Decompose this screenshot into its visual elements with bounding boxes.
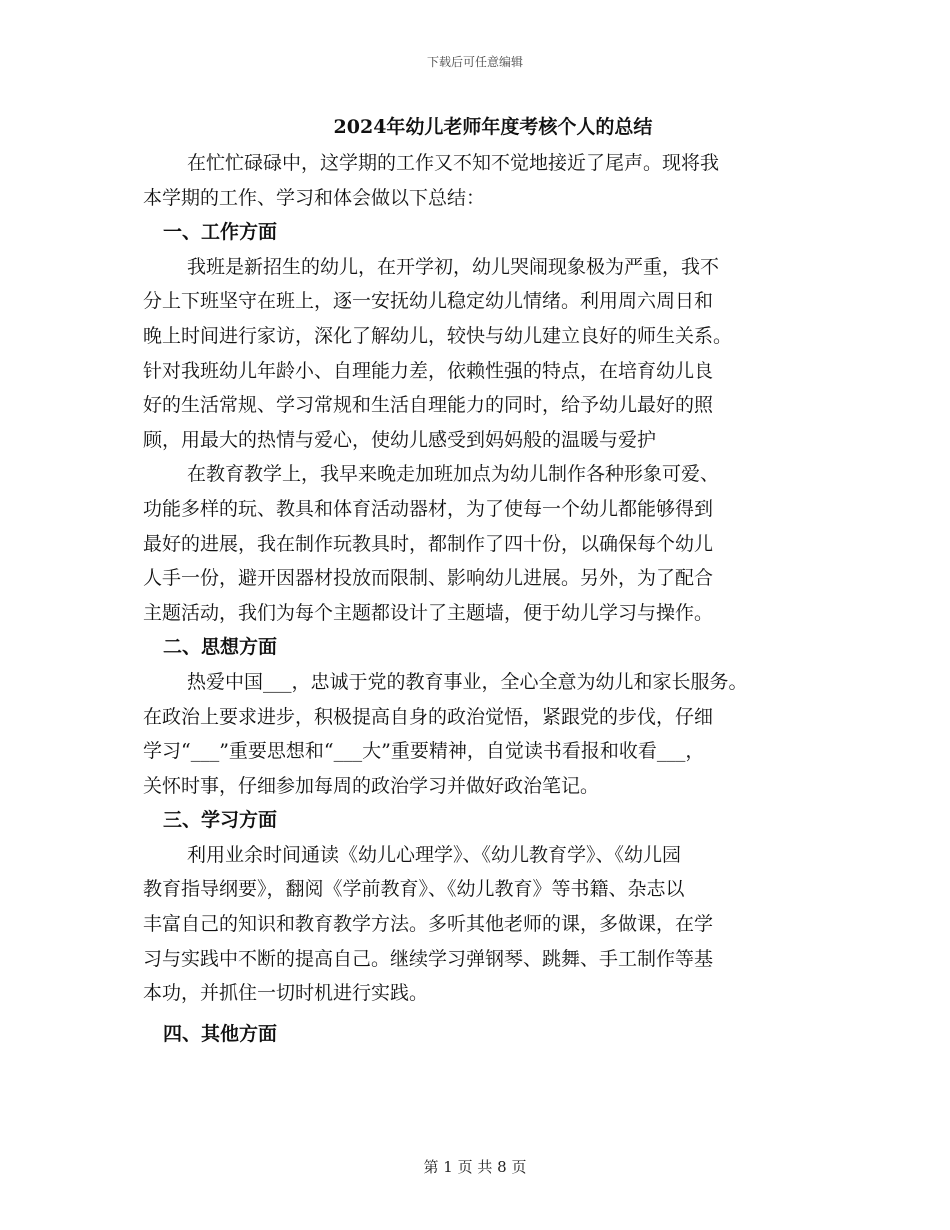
text-line: 好的生活常规、学习常规和生活自理能力的同时，给予幼儿最好的照 [143, 394, 714, 417]
text-line: 学习“___”重要思想和“___大”重要精神，自觉读书看报和收看___， [143, 740, 705, 763]
text-line: 晚上时间进行家访，深化了解幼儿，较快与幼儿建立良好的师生关系。 [143, 324, 733, 347]
section-heading-thought: 二、思想方面 [163, 636, 278, 659]
text-line: 我班是新招生的幼儿，在开学初，幼儿哭闹现象极为严重，我不 [187, 255, 720, 278]
page-number-footer: 第 1 页 共 8 页 [423, 1158, 527, 1176]
text-line: 本功，并抓住一切时机进行实践。 [143, 982, 429, 1005]
document-title: 2024年幼儿老师年度考核个人的总结 [333, 116, 653, 138]
thought-paragraph [143, 665, 823, 803]
text-line: 主题活动，我们为每个主题都设计了主题墙，便于幼儿学习与操作。 [143, 601, 714, 624]
text-line: 功能多样的玩、教具和体育活动器材，为了使每一个幼儿都能够得到 [143, 497, 714, 520]
text-line: 教育指导纲要》，翻阅《学前教育》、《幼儿教育》等书籍、杂志以 [143, 878, 685, 901]
text-line: 丰富自己的知识和教育教学方法。多听其他老师的课，多做课，在学 [143, 913, 714, 936]
section-heading-study: 三、学习方面 [163, 809, 278, 832]
work-paragraph-2 [143, 457, 823, 630]
study-paragraph [143, 838, 823, 1011]
intro-paragraph [143, 146, 823, 215]
text-line: 热爱中国___，忠诚于党的教育事业，全心全意为幼儿和家长服务。 [187, 670, 748, 693]
text-line: 人手一份，避开因器材投放而限制、影响幼儿进展。另外，为了配合 [143, 567, 714, 590]
text-line: 顾，用最大的热情与爱心，使幼儿感受到妈妈般的温暖与爱护 [143, 428, 657, 451]
header-note: 下载后可任意编辑 [426, 55, 523, 69]
text-line: 最好的进展，我在制作玩教具时，都制作了四十份，以确保每个幼儿 [143, 532, 714, 555]
text-line: 针对我班幼儿年龄小、自理能力差，依赖性强的特点，在培育幼儿良 [143, 359, 714, 382]
text-line: 利用业余时间通读《幼儿心理学》、《幼儿教育学》、《幼儿园 [187, 843, 682, 866]
text-line: 在政治上要求进步，积极提高自身的政治觉悟，紧跟党的步伐，仔细 [143, 705, 714, 728]
section-heading-other: 四、其他方面 [163, 1022, 278, 1045]
text-line: 在忙忙碌碌中，这学期的工作又不知不觉地接近了尾声。现将我 [187, 152, 720, 174]
text-line: 习与实践中不断的提高自己。继续学习弹钢琴、跳舞、手工制作等基 [143, 947, 714, 970]
text-line: 在教育教学上，我早来晚走加班加点为幼儿制作各种形象可爱、 [187, 463, 720, 486]
document-body [143, 108, 823, 1051]
text-line: 关怀时事，仔细参加每周的政治学习并做好政治笔记。 [143, 774, 600, 797]
text-line: 本学期的工作、学习和体会做以下总结： [143, 186, 486, 209]
work-paragraph-1 [143, 250, 823, 458]
section-heading-work: 一、工作方面 [163, 221, 278, 244]
text-line: 分上下班坚守在班上，逐一安抚幼儿稳定幼儿情绪。利用周六周日和 [143, 290, 714, 313]
